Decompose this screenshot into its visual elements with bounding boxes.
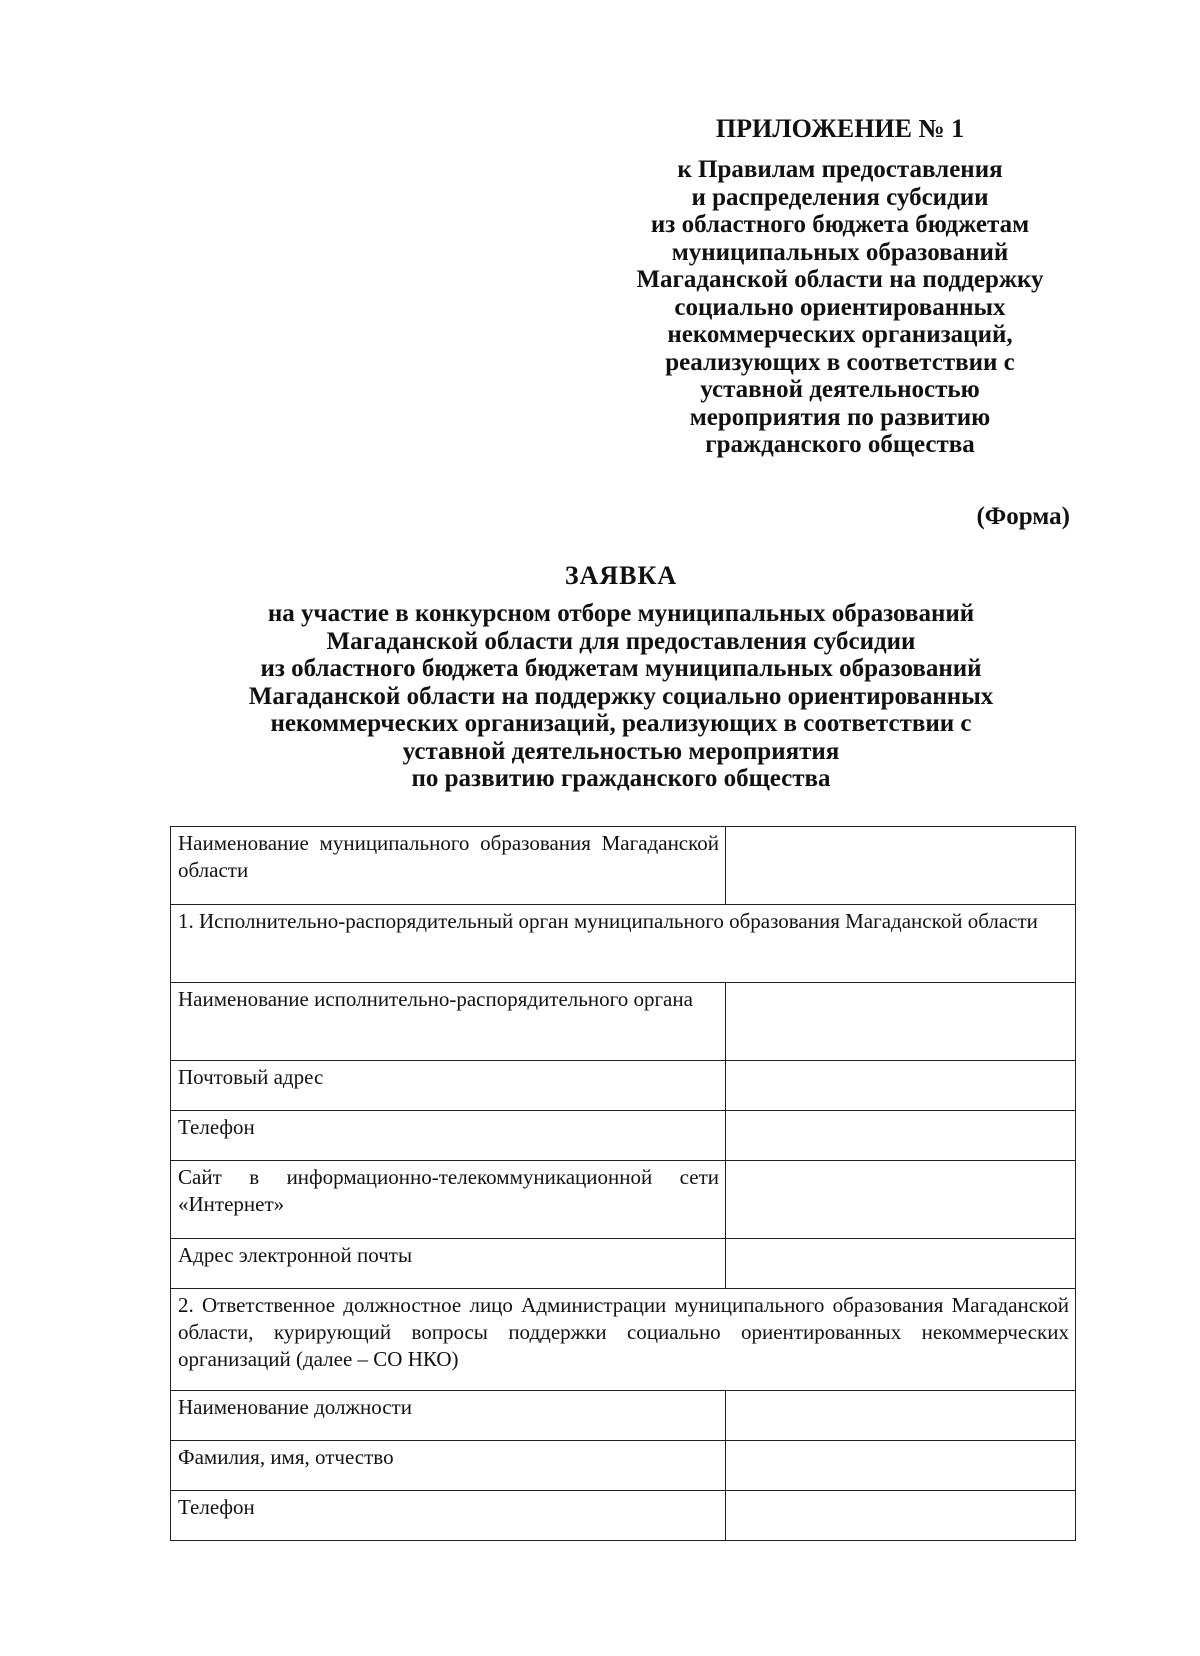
email-field[interactable] bbox=[726, 1239, 1076, 1289]
municipality-name-label bbox=[171, 827, 726, 905]
table-row bbox=[171, 1239, 1076, 1289]
section1-title bbox=[171, 905, 1076, 983]
appendix-line: реализующих в соответствии с bbox=[665, 348, 1015, 376]
section-row bbox=[171, 905, 1076, 983]
official-phone-field[interactable] bbox=[726, 1491, 1076, 1541]
section2-title bbox=[171, 1289, 1076, 1391]
form-label: (Форма) bbox=[976, 503, 1070, 530]
postal-address-label bbox=[171, 1061, 726, 1111]
appendix-line: к Правилам предоставления bbox=[677, 156, 1003, 183]
table-row bbox=[171, 1391, 1076, 1441]
organ-name-label bbox=[171, 983, 726, 1061]
cell-label: Адрес электронной почты bbox=[178, 1243, 413, 1267]
full-name-field[interactable] bbox=[726, 1441, 1076, 1491]
municipality-name-field[interactable] bbox=[726, 827, 1076, 905]
cell-label: Наименование исполнительно-распорядительного органа bbox=[178, 987, 693, 1011]
section-label: 2. Ответственное должностное лицо Администрации муниципального образования Магаданской области, курирующий вопросы поддержки социально ориентированных некоммерческих организаций (далее – СО НКО) bbox=[178, 1293, 1069, 1371]
website-field[interactable] bbox=[726, 1161, 1076, 1239]
table-row bbox=[171, 1111, 1076, 1161]
position-name-field[interactable] bbox=[726, 1391, 1076, 1441]
cell-label: Сайт в информационно-телекоммуникационной сети «Интернет» bbox=[178, 1165, 719, 1216]
organ-name-field[interactable] bbox=[726, 983, 1076, 1061]
table-row bbox=[171, 1161, 1076, 1239]
appendix-title: ПРИЛОЖЕНИЕ № 1 bbox=[715, 114, 965, 143]
cell-label: Наименование муниципального образования Магаданской области bbox=[178, 831, 719, 882]
cell-label: Телефон bbox=[178, 1115, 255, 1139]
appendix-line: из областного бюджета бюджетам bbox=[650, 211, 1030, 238]
cell-label: Почтовый адрес bbox=[178, 1065, 324, 1089]
postal-address-field[interactable] bbox=[726, 1061, 1076, 1111]
appendix-line: некоммерческих организаций, bbox=[667, 321, 1013, 348]
subtitle-line: по развитию гражданского общества bbox=[411, 765, 831, 792]
appendix-line: и распределения субсидии bbox=[691, 183, 989, 211]
table-row bbox=[171, 1491, 1076, 1541]
appendix-line: мероприятия по развитию bbox=[689, 403, 991, 431]
organ-phone-field[interactable] bbox=[726, 1111, 1076, 1161]
appendix-line: гражданского общества bbox=[705, 431, 975, 458]
appendix-line: муниципальных образований bbox=[671, 238, 1009, 266]
section-label: 1. Исполнительно-распорядительный орган муниципального образования Магаданской области bbox=[178, 909, 1038, 933]
website-label bbox=[171, 1161, 726, 1239]
appendix-line: уставной деятельностью bbox=[700, 376, 980, 403]
cell-label: Фамилия, имя, отчество bbox=[178, 1445, 394, 1469]
subtitle-line: на участие в конкурсном отборе муниципальных образований bbox=[267, 600, 975, 627]
table-row bbox=[171, 827, 1076, 905]
organ-phone-label bbox=[171, 1111, 726, 1161]
official-phone-label bbox=[171, 1491, 726, 1541]
subtitle-line: из областного бюджета бюджетам муниципальных образований bbox=[260, 655, 982, 682]
subtitle-line: Магаданской области для предоставления субсидии bbox=[326, 627, 916, 655]
cell-label: Наименование должности bbox=[178, 1395, 412, 1419]
document-title: ЗАЯВКА bbox=[564, 561, 678, 590]
table-row bbox=[171, 1061, 1076, 1111]
table-row bbox=[171, 1441, 1076, 1491]
subtitle-line: уставной деятельностью мероприятия bbox=[402, 737, 840, 765]
application-form-table bbox=[170, 826, 1076, 1541]
table-row bbox=[171, 983, 1076, 1061]
appendix-line: социально ориентированных bbox=[674, 293, 1006, 321]
email-label bbox=[171, 1239, 726, 1289]
subtitle-line: некоммерческих организаций, реализующих в соответствии с bbox=[270, 710, 972, 737]
section-row bbox=[171, 1289, 1076, 1391]
subtitle-line: Магаданской области на поддержку социально ориентированных bbox=[248, 682, 994, 710]
cell-label: Телефон bbox=[178, 1495, 255, 1519]
position-name-label bbox=[171, 1391, 726, 1441]
appendix-header bbox=[590, 112, 1090, 459]
document-subtitle bbox=[0, 600, 1200, 793]
full-name-label bbox=[171, 1441, 726, 1491]
appendix-line: Магаданской области на поддержку bbox=[636, 266, 1044, 293]
